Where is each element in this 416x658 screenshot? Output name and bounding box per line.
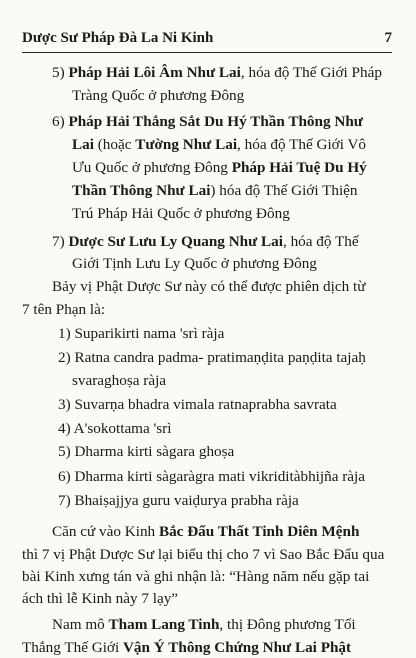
item-5-line <box>72 86 244 106</box>
text-run: thì 7 vị Phật Dược Sư lại biểu thị cho 7 vì Sao Bắc Đẩu qua <box>22 546 385 563</box>
bold-text: Thần Thông Như Lai <box>72 182 211 199</box>
header-title: Dược Sư Pháp Đà La Ni Kinh <box>22 30 214 46</box>
bold-text: Tường Như Lai <box>135 136 238 153</box>
bold-text: Lai <box>72 136 94 153</box>
sanskrit-name-line: 6) Dharma kirti sàgaràgra mati vikriditàbhijña ràja <box>58 468 366 485</box>
bold-text: Pháp Hải Lôi Âm Như Lai <box>68 64 241 81</box>
text-run: 7) <box>52 233 69 250</box>
header-rule <box>22 52 392 53</box>
text-run: ) hóa độ Thế Giới Thiện <box>210 182 358 199</box>
bold-text: Vận Ý Thông Chứng Như Lai Phật <box>122 639 352 656</box>
intro-line: 7 tên Phạn là: <box>22 301 106 318</box>
closing-line <box>22 589 178 609</box>
closing-line <box>22 638 351 658</box>
text-run: , thị Đông phương Tối <box>219 616 356 633</box>
bold-text: Bắc Đẩu Thất Tinh Diên Mệnh <box>158 523 360 540</box>
bold-text: Tham Lang Tinh <box>108 616 220 633</box>
page-number: 7 <box>384 30 392 46</box>
sanskrit-name-line: 4) A'sokottama 'srì <box>58 420 172 437</box>
item-6-line <box>72 158 367 178</box>
item-5-line <box>52 63 382 83</box>
text-run: , hóa độ Thế Giới Vô <box>237 136 367 153</box>
sanskrit-name-line: 5) Dharma kirti sàgara ghoṣa <box>58 443 235 460</box>
text-run: , hóa độ Thế <box>282 233 359 250</box>
bold-text: Dược Sư Lưu Ly Quang Như Lai <box>68 233 283 250</box>
sanskrit-name-line: svaraghoṣa ràja <box>72 372 167 389</box>
item-7-line <box>52 232 359 252</box>
closing-line <box>22 545 384 565</box>
text-run: Trú Pháp Hải Quốc ở phương Đông <box>72 205 290 222</box>
intro-line: Bảy vị Phật Dược Sư này có thể được phiên dịch từ <box>52 278 366 295</box>
sanskrit-name-line: 1) Suparikirti nama 'srì ràja <box>58 325 225 342</box>
text-run: Tràng Quốc ở phương Đông <box>72 87 245 104</box>
closing-line <box>52 522 359 542</box>
item-7-line <box>72 254 317 274</box>
item-6-line <box>72 181 358 201</box>
item-6-line <box>72 135 366 155</box>
sanskrit-name-line: 7) Bhaiṣajjya guru vaiḍurya prabha ràja <box>58 492 299 509</box>
text-run: Giới Tịnh Lưu Ly Quốc ở phương Đông <box>72 255 317 272</box>
item-6-line <box>72 204 290 224</box>
text-run: ách thì lễ Kinh này 7 lạy” <box>22 590 179 607</box>
sanskrit-name-line: 2) Ratna candra padma- pratimaṇḍita paṇḍita tajaḥ <box>58 349 366 366</box>
text-run: Thắng Thế Giới <box>22 639 123 656</box>
bold-text: Pháp Hải Thắng Sắt Du Hý Thần Thông Như <box>68 113 363 130</box>
sanskrit-name-line: 3) Suvarṇa bhadra vimala ratnaprabha savrata <box>58 396 337 413</box>
text-run: (hoặc <box>93 136 136 153</box>
text-run: 6) <box>52 113 69 130</box>
text-run: Ưu Quốc ở phương Đông <box>72 159 232 176</box>
item-6-line <box>52 112 363 132</box>
running-header <box>22 30 392 50</box>
text-run: , hóa độ Thế Giới Pháp <box>240 64 382 81</box>
text-run: bài Kinh xưng tán và ghi nhận là: “Hàng năm nếu gặp tai <box>22 568 370 585</box>
text-run: Nam mô <box>52 616 109 633</box>
text-run: Căn cứ vào Kinh <box>52 523 159 540</box>
closing-line <box>22 567 369 587</box>
closing-line <box>52 615 356 635</box>
text-run: 5) <box>52 64 69 81</box>
bold-text: Pháp Hải Tuệ Du Hý <box>231 159 367 176</box>
